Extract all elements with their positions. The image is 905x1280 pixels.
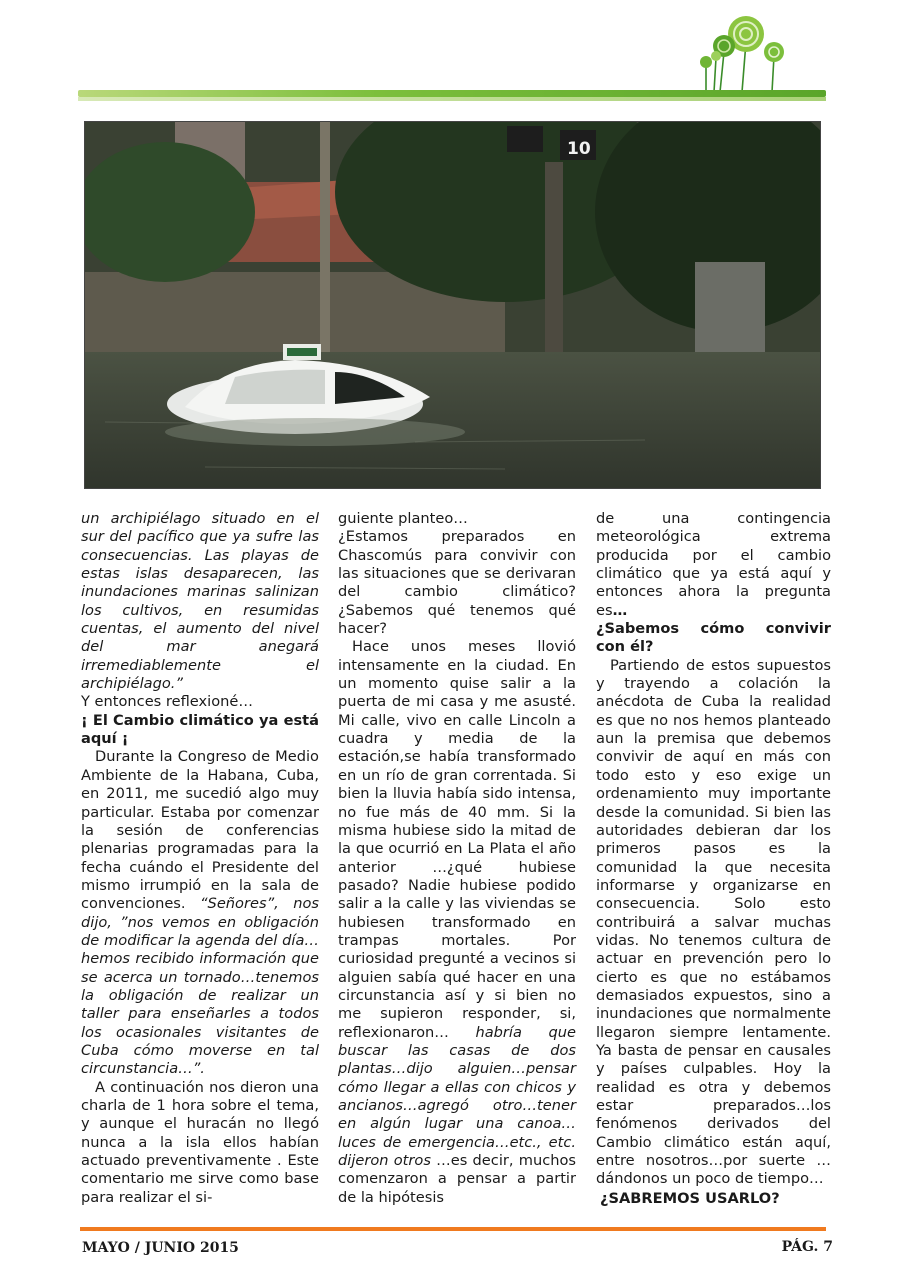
- flood-photo: [84, 121, 821, 489]
- street-sign-number: 10: [567, 139, 591, 159]
- section-heading: ¿Sabemos cómo convivir con él?: [596, 620, 831, 656]
- closing-question: ¿SABREMOS USARLO?: [600, 1189, 780, 1207]
- paragraph: guiente planteo…: [338, 510, 468, 527]
- paragraph: ¿Estamos preparados en Chascomús para convivir con las situaciones que se derivaran del cambio climático? ¿Sabemos qué tenemos qué hacer?: [338, 528, 576, 638]
- paragraph: de una contingencia meteorológica extrema producida por el cambio climático que ya está aquí y entonces ahora la pregunta es…: [596, 510, 831, 619]
- section-heading: ¡ El Cambio climático ya está aquí ¡: [81, 711, 319, 748]
- paragraph: Y entonces reflexioné…: [81, 693, 253, 711]
- header-bar: [78, 90, 826, 102]
- paragraph: Hace unos meses llovió intensamente en la ciudad. En un momento quise salir a la puerta de mi casa y me asusté. Mi calle, vivo en calle Lincoln a cuadra y media de la estación,se había transformado en un río de gran correntada. Si bien la lluvia había sido intensa, no fue más de 40 mm. Si la misma hubiese sido la mitad de la que ocurrió en La Plata el año anterior …¿qué hubiese pasado? Nadie hubiese podido salir a la calle y las viviendas se hubiesen transformado en trampas mortales. Por curiosidad pregunté a vecinos si alguien sabía qué hacer en una circunstancia así y si bien no me supieron responder, si, reflexionaron… habría que buscar las casas de dos plantas…dijo alguien…pensar cómo llegar a ellas con chicos y ancianos…agregó otro…tener en algún lugar una canoa…luces de emergencia…etc., etc. dijeron otros …es decir, muchos comenzaron a pensar a partir de la hipótesis: [338, 638, 576, 1206]
- page-number: PÁG. 7: [781, 1239, 833, 1255]
- paragraph: Partiendo de estos supuestos y trayendo a colación la anécdota de Cuba la realidad es que no nos hemos planteado aun la premisa que debemos convivir de aquí en más con todo esto y eso exige un ordenamiento muy importante desde la comunidad. Si bien las autoridades debieran dar los primeros pasos es la comunidad la que necesita informarse y organizarse en consecuencia. Solo esto contribuirá a salvar muchas vidas. No tenemos cultura de actuar en prevención pero lo cierto es que no estábamos demasiados expuestos, sino a inundaciones que normalmente llegaron siempre lentamente. Ya basta de pensar en causales y países culpables. Hoy la realidad es otra y debemos estar preparados…los fenómenos derivados del Cambio climático están aquí, entre nosotros…por suerte … dándonos un poco de tiempo…: [596, 656, 831, 1188]
- issue-date: MAYO / JUNIO 2015: [82, 1240, 239, 1256]
- text-column-1: [81, 510, 319, 1207]
- footer-divider: [80, 1227, 826, 1231]
- paragraph: A continuación nos dieron una charla de 1 hora sobre el tema, y aunque el huracán no llegó nunca a la isla ellos habían actuado preventivamente . Este comentario me sirve como base para realizar el si-: [81, 1078, 319, 1206]
- text-column-3: [596, 510, 831, 1208]
- paragraph: un archipiélago situado en el sur del pacífico que ya sufre las consecuencias. Las playas de estas islas desaparecen, las inundaciones marinas salinizan los cultivos, en resumidas cuentas, el aumento del nivel del mar anegará irremediablemente el archipiélago.”: [81, 510, 319, 693]
- text-column-2: [338, 510, 576, 1207]
- magazine-logo: [690, 12, 790, 94]
- paragraph: Durante la Congreso de Medio Ambiente de la Habana, Cuba, en 2011, me sucedió algo muy particular. Estaba por comenzar la sesión de conferencias plenarias programadas para la fecha cuándo el Presidente del mismo irrumpió en la sala de convenciones. “Señores”, nos dijo, ”nos vemos en obligación de modificar la agenda del día…hemos recibido información que se acerca un tornado…tenemos la obligación de realizar un taller para enseñarles a todos los ocasionales visitantes de Cuba cómo moverse en tal circunstancia…”.: [81, 748, 319, 1078]
